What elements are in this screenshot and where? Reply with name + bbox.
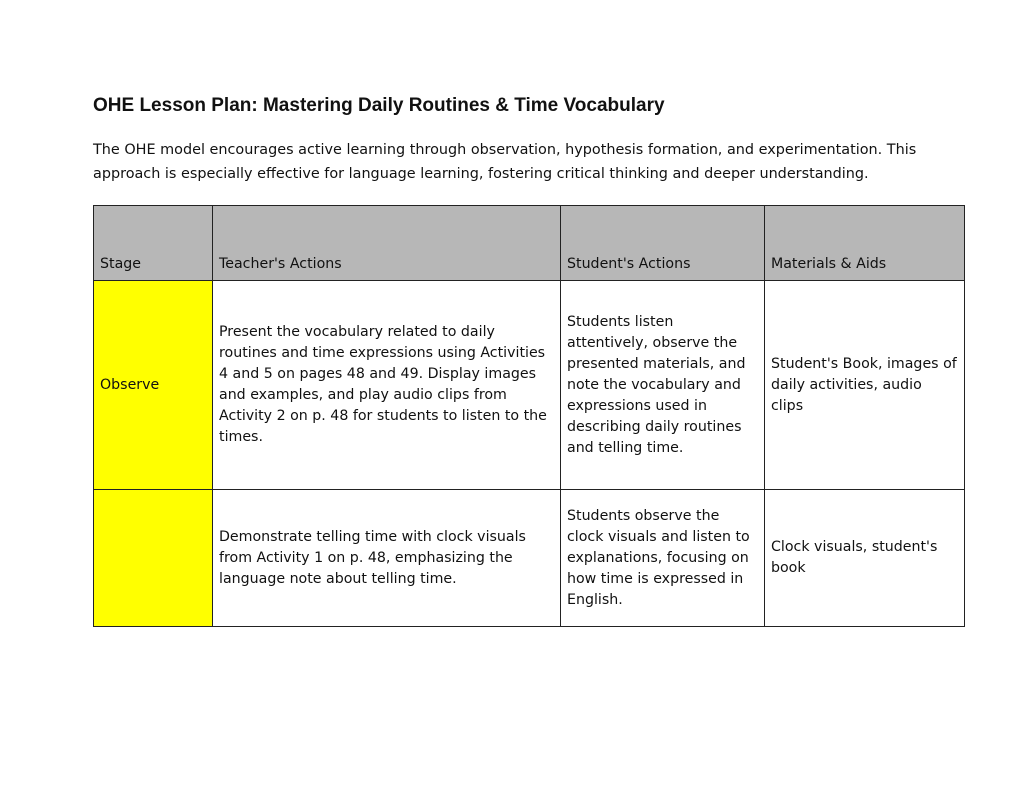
header-stage: Stage [94,206,213,281]
lesson-plan-table [93,205,965,627]
table-header-row [94,206,965,281]
header-teacher-actions: Teacher's Actions [213,206,561,281]
stage-cell [94,490,213,627]
materials-cell: Student's Book, images of daily activities, audio clips [765,281,965,490]
student-actions-cell: Students listen attentively, observe the presented materials, and note the vocabulary and expressions used in describing daily routines and telling time. [561,281,765,490]
table-row [94,281,965,490]
intro-paragraph: The OHE model encourages active learning through observation, hypothesis formation, and experimentation. This approach is especially effective for language learning, fostering critical thinking and deeper understanding. [93,142,917,182]
stage-cell: Observe [94,281,213,490]
student-actions-cell: Students observe the clock visuals and listen to explanations, focusing on how time is expressed in English. [561,490,765,627]
document-title: OHE Lesson Plan: Mastering Daily Routines & Time Vocabulary [93,95,665,116]
header-materials-aids: Materials & Aids [765,206,965,281]
materials-cell: Clock visuals, student's book [765,490,965,627]
table-row [94,490,965,627]
teacher-actions-cell: Demonstrate telling time with clock visuals from Activity 1 on p. 48, emphasizing the language note about telling time. [213,490,561,627]
teacher-actions-cell: Present the vocabulary related to daily routines and time expressions using Activities 4 and 5 on pages 48 and 49. Display images and examples, and play audio clips from Activity 2 on p. 48 for students to listen to the times. [213,281,561,490]
header-student-actions: Student's Actions [561,206,765,281]
